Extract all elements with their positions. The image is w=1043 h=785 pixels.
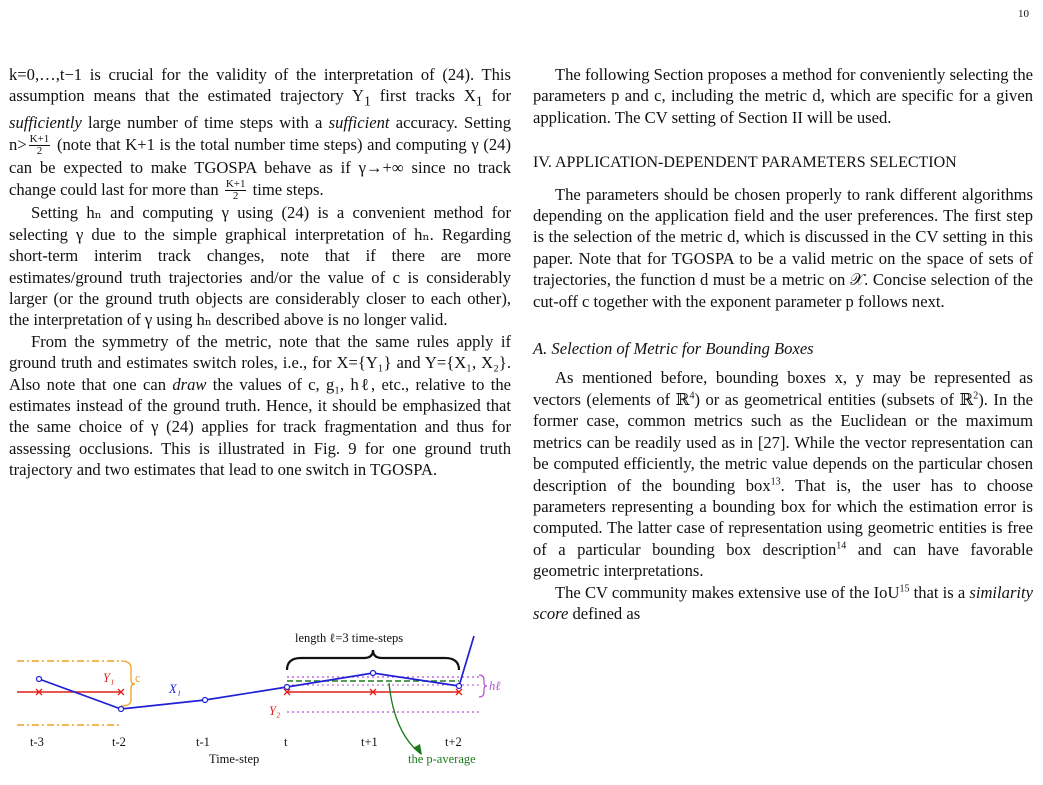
tick-t-3: t-3	[30, 735, 44, 749]
tick-t-plus-2: t+2	[445, 735, 462, 749]
left-column	[9, 64, 511, 481]
subsection-heading: A. Selection of Metric for Bounding Boxes	[533, 339, 814, 359]
fraction: $\frac{K+1}{2}$	[225, 178, 246, 203]
y1-label: Y₁	[103, 671, 115, 685]
left-paragraph-3: From the symmetry of the metric, note that the same rules apply if ground truth and estimates switch roles, i.e., for X={Y₁} and Y={X₁, X₂}. Also note that one can draw the values of c, g₁, hℓ, etc., relative to the estimates instead of the ground truth. Hence, it should be emphasized that the same choice of γ (24) applies for track fragmentation and thus for assessing occlusions. This is illustrated in Fig. 9 for one ground truth trajectory and two estimates that lead to one switch in TGOSPA.	[9, 331, 511, 480]
x1-label: X₁	[169, 682, 181, 696]
right-paragraph-3: As mentioned before, bounding boxes x, y may be represented as vectors (elements of ℝ$^4$) or as geometrical entities (subsets of ℝ$^2$). In the former case, common metrics such as the Euclidean or the maximum metrics can be readily used as in [27]. While the vector representation can be computed efficiently, the metric value depends on the particular chosen description of the bounding box$^{13}$. That is, the user has to choose parameters representing a bounding box for which the estimation error is computed. The latter case of representation using geometric entities is free of a particular bounding box description$^{14}$ and can have favorable geometric interpretations.	[533, 368, 1033, 581]
c-brace	[121, 661, 135, 706]
tick-t-2: t-2	[112, 735, 126, 749]
fraction: $\frac{K+1}{2}$	[29, 133, 50, 158]
tick-t: t	[284, 735, 288, 749]
right-paragraph-4: The CV community makes extensive use of the IoU$^{15}$ that is a similarity score defined as	[533, 582, 1033, 623]
c-label: c	[135, 671, 141, 685]
h-brace	[479, 675, 487, 697]
p-average-arrow	[389, 683, 421, 754]
x-axis-label: Time-step	[209, 752, 260, 766]
length-brace	[287, 650, 459, 670]
brace-label: length ℓ=3 time-steps	[295, 631, 404, 645]
figure-9	[9, 628, 511, 778]
right-column	[533, 64, 1033, 624]
y2-label: Y₂	[269, 704, 281, 718]
page-number: 10	[1018, 8, 1029, 20]
tick-t-plus-1: t+1	[361, 735, 378, 749]
tick-t-1: t-1	[196, 735, 210, 749]
p-average-label: the p-average	[408, 752, 476, 766]
left-paragraph-2: Setting hₙ and computing γ using (24) is a convenient method for selecting γ due to the simple graphical interpretation of hₙ. Regarding short-term interim track changes, note that if there are more estimates/ground truth trajectories and/or the value of c is considerably larger (or the ground truth objects are considerably closer to each other), the interpretation of γ using hₙ described above is no longer valid.	[9, 203, 511, 330]
right-paragraph-2: The parameters should be chosen properly to rank different algorithms depending on the application field and the user preferences. The first step is the selection of the metric d, which is discussed in the CV setting in this paper. Note that for TGOSPA to be a valid metric on the space of sets of trajectories, the function d must be a metric on 𝒳. Concise selection of the cut-off c together with the exponent parameter p follows next.	[533, 184, 1033, 311]
h-label: hℓ	[489, 679, 501, 693]
left-paragraph-1: k=0,…,t−1 is crucial for the validity of the interpretation of (24). This assumption means that the estimated trajectory $Y_1$ first tracks $X_1$ for sufficiently large number of time steps with a sufficient accuracy. Setting n> $\frac{K+1}{2}$ (note that K+1 is the total number time steps) and computing γ (24) can be expected to make TGOSPA behave as if γ→+∞ since no track change could last for more than $\frac{K+1}{2}$ time steps.	[9, 65, 512, 203]
section-heading: IV. APPLICATION-DEPENDENT PARAMETERS SELECTION	[533, 154, 957, 172]
right-paragraph-1: The following Section proposes a method for conveniently selecting the parameters p and c, including the metric d, which are specific for a given application. The CV setting of Section II will be used.	[533, 65, 1033, 127]
